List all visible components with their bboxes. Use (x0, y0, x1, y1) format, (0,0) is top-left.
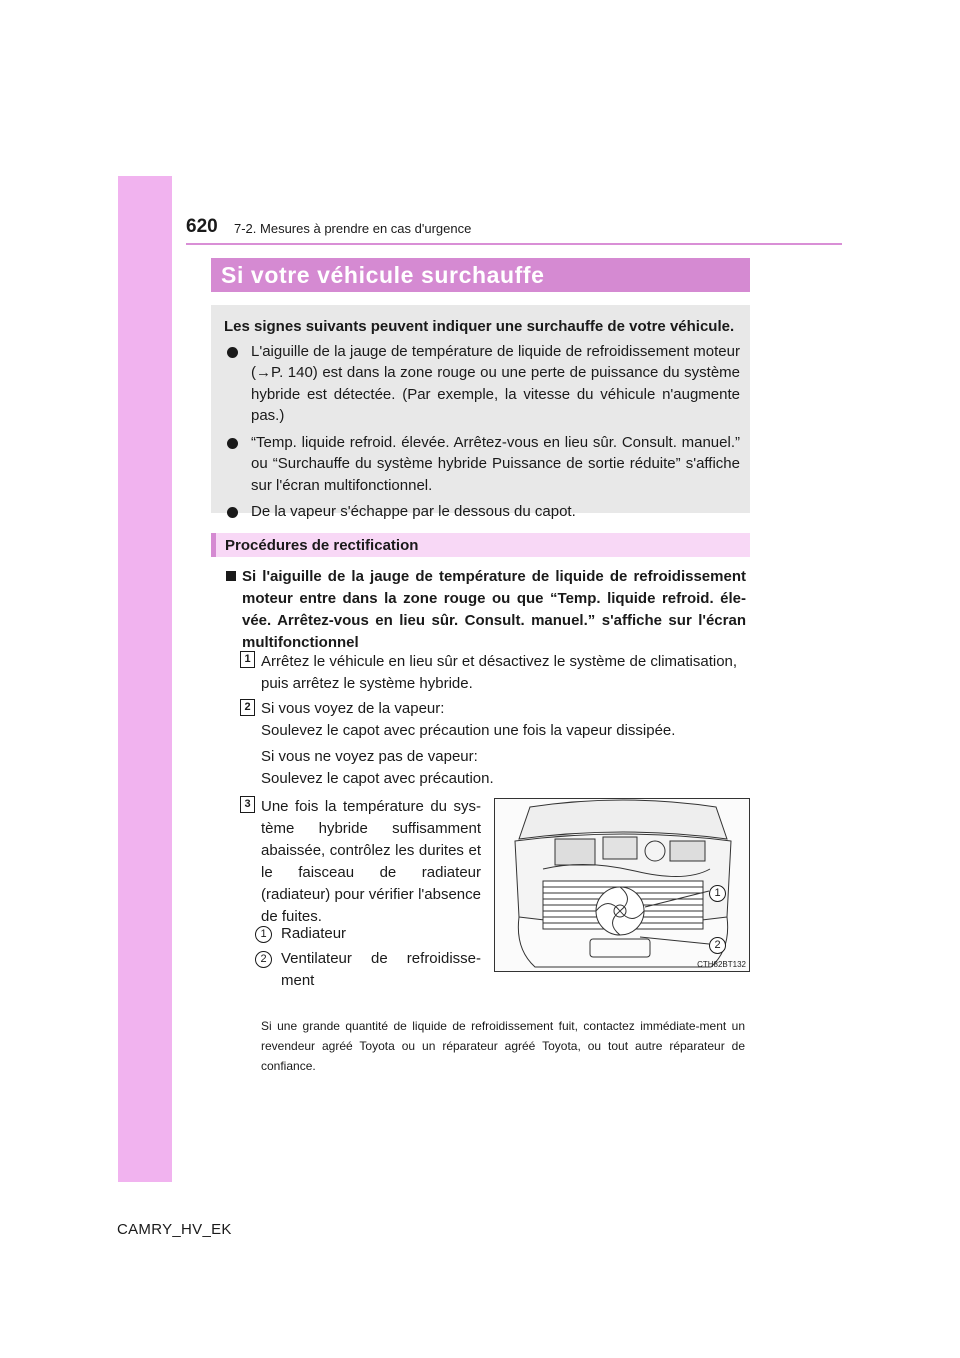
figure-callout-2: 2 (709, 937, 726, 954)
symptoms-box (211, 305, 750, 520)
bullet-icon (227, 438, 238, 449)
engine-bay-illustration (494, 798, 750, 972)
step-3-text: Une fois la température du sys-tème hybride suffisamment abaissée, contrôlez les durites et le faisceau de radiateur (radiateur) pour vérifier l'absence de fuites. (261, 798, 481, 925)
section-title: Si votre véhicule surchauffe (221, 261, 545, 288)
step-number-badge: 3 (240, 796, 255, 813)
symptoms-title: Les signes suivants peuvent indiquer une surchauffe de votre véhicule. (224, 318, 735, 335)
step-1-text: Arrêtez le véhicule en lieu sûr et désactivez le système de climatisation, puis arrêtez le système hybride. (261, 653, 738, 692)
side-tab-strip (118, 176, 172, 1182)
symptom-item: L'aiguille de la jauge de température de liquide de refroidissement moteur (→P. 140) est dans la zone rouge ou une perte de puissance du système hybride est détectée. (Par exemple, la vitesse du véhicule n'augmente pas.) (224, 341, 740, 427)
subsection-title: Procédures de rectification (225, 536, 419, 554)
bullet-icon (227, 507, 238, 518)
leak-note: Si une grande quantité de liquide de refroidissement fuit, contactez immédiate-ment un revendeur agréé Toyota ou un réparateur agréé Toyota, ou tout autre réparateur de confiance. (261, 1019, 745, 1073)
symptom-item: De la vapeur s'échappe par le dessous du capot. (224, 501, 740, 523)
legend-number: 2 (255, 951, 272, 968)
step-2-text-no-steam: Si vous ne voyez pas de vapeur: Soulevez le capot avec précaution. (261, 748, 494, 787)
running-header: 7-2. Mesures à prendre en cas d'urgence (234, 221, 472, 236)
page-number: 620 (186, 216, 218, 237)
step-number-badge: 2 (240, 699, 255, 716)
symptom-item: “Temp. liquide refroid. élevée. Arrêtez-vous en lieu sûr. Consult. manuel.” ou “Surchauffe du système hybride Puissance de sortie réduite” s'affiche sur l'écran multifonctionnel. (224, 432, 740, 497)
subsection-banner (211, 533, 750, 557)
condition-heading: Si l'aiguille de la jauge de température de liquide de refroidissement moteur entre dans la zone rouge ou que “Temp. liquide refroid. éle-vée. Arrêtez-vous en lieu sûr. Consult. manuel.” s'affiche sur l'écran multifonctionnel (226, 566, 746, 654)
step-number-badge: 1 (240, 651, 255, 668)
header-rule (186, 243, 842, 245)
step-2-text-steam: Si vous voyez de la vapeur: Soulevez le capot avec précaution une fois la vapeur dissipée. (261, 700, 676, 739)
legend-cooling-fan: Ventilateur de refroidisse-ment (281, 950, 481, 989)
section-title-banner (211, 258, 750, 292)
model-code: CAMRY_HV_EK (117, 1221, 232, 1238)
legend-radiator: Radiateur (281, 925, 347, 942)
square-bullet-icon (226, 571, 236, 581)
figure-callout-1: 1 (709, 885, 726, 902)
legend-number: 1 (255, 926, 272, 943)
subsection-accent-bar (211, 533, 216, 557)
figure-code: CTH82BT132 (697, 960, 746, 969)
bullet-icon (227, 347, 238, 358)
